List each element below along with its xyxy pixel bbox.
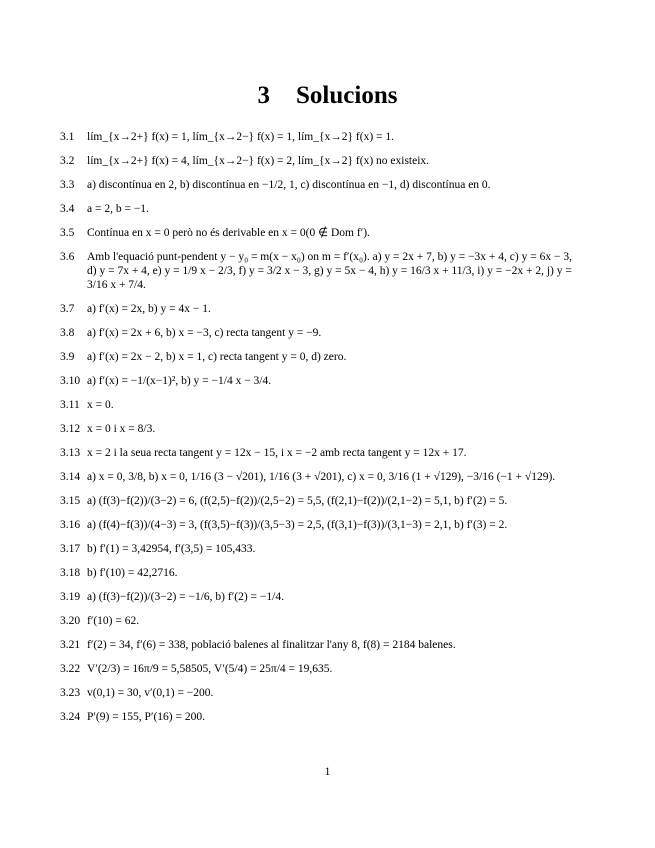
solution-text: lím_{x→2+} f(x) = 4, lím_{x→2−} f(x) = 2, lím_{x→2} f(x) no existeix. <box>87 155 430 167</box>
solution-number: 3.14 <box>60 471 81 483</box>
solution-number: 3.11 <box>60 399 80 411</box>
solution-item <box>60 542 580 556</box>
solution-text: a) (f(4)−f(3))/(4−3) = 3, (f(3,5)−f(3))/(3,5−3) = 2,5, (f(3,1)−f(3))/(3,1−3) = 2,1, b) f′(3) = 2. <box>87 519 508 531</box>
solution-number: 3.17 <box>60 543 81 555</box>
solution-item <box>60 638 580 652</box>
solution-item <box>60 302 580 316</box>
solution-number: 3.12 <box>60 423 81 435</box>
solution-item <box>60 202 580 216</box>
solution-number: 3.2 <box>60 155 75 167</box>
solution-number: 3.4 <box>60 203 75 215</box>
solution-text: f′(2) = 34, f′(6) = 338, població balenes al finalitzar l'any 8, f(8) = 2184 balenes. <box>87 639 456 651</box>
solution-text: a) f′(x) = −1/(x−1)², b) y = −1/4 x − 3/4. <box>87 375 272 387</box>
solution-number: 3.24 <box>60 711 81 723</box>
section-number: 3 <box>257 82 271 109</box>
solution-number: 3.1 <box>60 131 75 143</box>
solution-item <box>60 494 580 508</box>
solution-number: 3.16 <box>60 519 81 531</box>
solution-number: 3.18 <box>60 567 81 579</box>
solution-number: 3.3 <box>60 179 75 191</box>
solution-text: b) f′(1) = 3,42954, f′(3,5) = 105,433. <box>87 543 256 555</box>
solution-text: V′(2/3) = 16π/9 = 5,58505, V′(5/4) = 25π/4 = 19,635. <box>87 663 333 675</box>
solution-text: a) f′(x) = 2x + 6, b) x = −3, c) recta tangent y = −9. <box>87 327 322 339</box>
solution-item <box>60 710 580 724</box>
solution-item <box>60 422 580 436</box>
solution-number: 3.6 <box>60 251 75 263</box>
solution-text: Contínua en x = 0 però no és derivable en x = 0(0 ∉ Dom f′). <box>87 227 370 239</box>
section-heading <box>0 82 655 110</box>
solution-number: 3.7 <box>60 303 75 315</box>
solution-item <box>60 662 580 676</box>
solution-number: 3.8 <box>60 327 75 339</box>
solution-text: b) f′(10) = 42,2716. <box>87 567 178 579</box>
solution-number: 3.21 <box>60 639 81 651</box>
solution-item <box>60 590 580 604</box>
solution-item <box>60 350 580 364</box>
solution-number: 3.10 <box>60 375 81 387</box>
solution-text: a) (f(3)−f(2))/(3−2) = 6, (f(2,5)−f(2))/(2,5−2) = 5,5, (f(2,1)−f(2))/(2,1−2) = 5,1, b) f′(2) = 5. <box>87 495 508 507</box>
solution-number: 3.15 <box>60 495 81 507</box>
solution-item <box>60 566 580 580</box>
solution-text: a) x = 0, 3/8, b) x = 0, 1/16 (3 − √201), 1/16 (3 + √201), c) x = 0, 3/16 (1 + √129), −3/16 (−1 + √129). <box>87 471 556 483</box>
solution-item <box>60 446 580 460</box>
solution-text: x = 0. <box>87 399 114 411</box>
solution-text: v(0,1) = 30, v′(0,1) = −200. <box>87 687 214 699</box>
solution-item <box>60 326 580 340</box>
solution-item <box>60 614 580 628</box>
solution-text: x = 0 i x = 8/3. <box>87 423 156 435</box>
solution-number: 3.20 <box>60 615 81 627</box>
solution-text: Amb l'equació punt-pendent y − y₀ = m(x − x₀) on m = f′(x₀). a) y = 2x + 7, b) y = −3x + 4, c) y = 6x − 3, d) y = 7x + 4, e) y = 1/9 x − 2/3, f) y = 3/2 x − 3, g) y = 5x − 4, h) y = 16/3 x + 11/3, i) y = −2x + 2, j) y = 3/16 x + 7/4. <box>87 251 575 291</box>
solution-text: a) (f(3)−f(2))/(3−2) = −1/6, b) f′(2) = −1/4. <box>87 591 284 603</box>
solution-text: lím_{x→2+} f(x) = 1, lím_{x→2−} f(x) = 1, lím_{x→2} f(x) = 1. <box>87 131 395 143</box>
solution-number: 3.19 <box>60 591 81 603</box>
solution-number: 3.13 <box>60 447 81 459</box>
solution-item <box>60 470 580 484</box>
solution-text: a) f′(x) = 2x, b) y = 4x − 1. <box>87 303 211 315</box>
solution-number: 3.23 <box>60 687 81 699</box>
solution-item <box>60 250 580 292</box>
solution-item <box>60 374 580 388</box>
solution-text: a = 2, b = −1. <box>87 203 149 215</box>
solution-text: x = 2 i la seua recta tangent y = 12x − 15, i x = −2 amb recta tangent y = 12x + 17. <box>87 447 467 459</box>
solution-text: P′(9) = 155, P′(16) = 200. <box>87 711 205 723</box>
solutions-list <box>60 130 580 734</box>
solution-item <box>60 154 580 168</box>
solution-text: f′(10) = 62. <box>87 615 140 627</box>
solution-text: a) f′(x) = 2x − 2, b) x = 1, c) recta tangent y = 0, d) zero. <box>87 351 347 363</box>
solution-item <box>60 178 580 192</box>
solution-number: 3.5 <box>60 227 75 239</box>
section-title: Solucions <box>296 82 398 109</box>
solution-number: 3.22 <box>60 663 81 675</box>
page-number: 1 <box>324 766 331 778</box>
solution-item <box>60 226 580 240</box>
solution-number: 3.9 <box>60 351 75 363</box>
solution-item <box>60 518 580 532</box>
solution-item <box>60 130 580 144</box>
solution-item <box>60 398 580 412</box>
solution-item <box>60 686 580 700</box>
solution-text: a) discontínua en 2, b) discontínua en −1/2, 1, c) discontínua en −1, d) discontínua en 0. <box>87 179 491 191</box>
